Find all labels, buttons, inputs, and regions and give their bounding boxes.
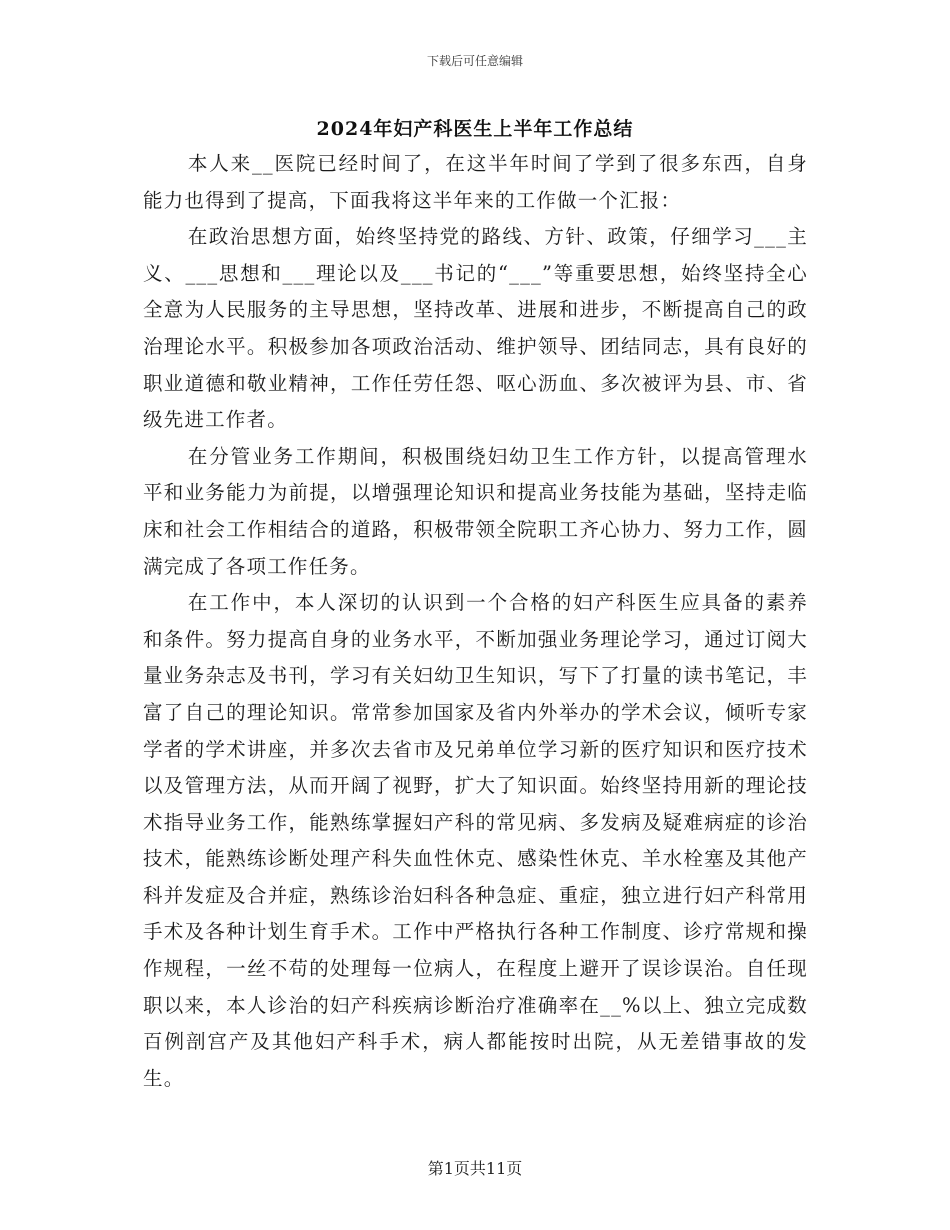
page-number: 第1页共11页: [427, 1159, 523, 1178]
paragraph-management: 在分管业务工作期间，积极围绕妇幼卫生工作方针，以提高管理水平和业务能力为前提，以增强理论知识和提高业务技能为基础，坚持走临床和社会工作相结合的道路，积极带领全院职工齐心协力、努力工作，圆满完成了各项工作任务。: [143, 444, 808, 578]
header-note: 下载后可任意编辑: [426, 54, 523, 68]
paragraph-work: 在工作中，本人深切的认识到一个合格的妇产科医生应具备的素养和条件。努力提高自身的业务水平，不断加强业务理论学习，通过订阅大量业务杂志及书刊，学习有关妇幼卫生知识，写下了打量的读书笔记，丰富了自己的理论知识。常常参加国家及省内外举办的学术会议，倾听专家学者的学术讲座，并多次去省市及兄弟单位学习新的医疗知识和医疗技术以及管理方法，从而开阔了视野，扩大了知识面。始终坚持用新的理论技术指导业务工作，能熟练掌握妇产科的常见病、多发病及疑难病症的诊治技术，能熟练诊断处理产科失血性休克、感染性休克、羊水栓塞及其他产科并发症及合并症，熟练诊治妇科各种急症、重症，独立进行妇产科常用手术及各种计划生育手术。工作中严格执行各种工作制度、诊疗常规和操作规程，一丝不苟的处理每一位病人，在程度上避开了误诊误治。自任现职以来，本人诊治的妇产科疾病诊断治疗准确率在__%以上、独立完成数百例剖宫产及其他妇产科手术，病人都能按时出院，从无差错事故的发生。: [143, 591, 808, 1090]
paragraph-intro: 本人来__医院已经时间了，在这半年时间了学到了很多东西，自身能力也得到了提高，下面我将这半年来的工作做一个汇报：: [143, 152, 808, 212]
document-body: [143, 146, 808, 1097]
document-title: 2024年妇产科医生上半年工作总结: [316, 118, 634, 140]
paragraph-political: 在政治思想方面，始终坚持党的路线、方针、政策，仔细学习___主义、___思想和___理论以及___书记的“___”等重要思想，始终坚持全心全意为人民服务的主导思想，坚持改革、进展和进步，不断提高自己的政治理论水平。积极参加各项政治活动、维护领导、团结同志，具有良好的职业道德和敬业精神，工作任劳任怨、呕心沥血、多次被评为县、市、省级先进工作者。: [143, 225, 808, 432]
